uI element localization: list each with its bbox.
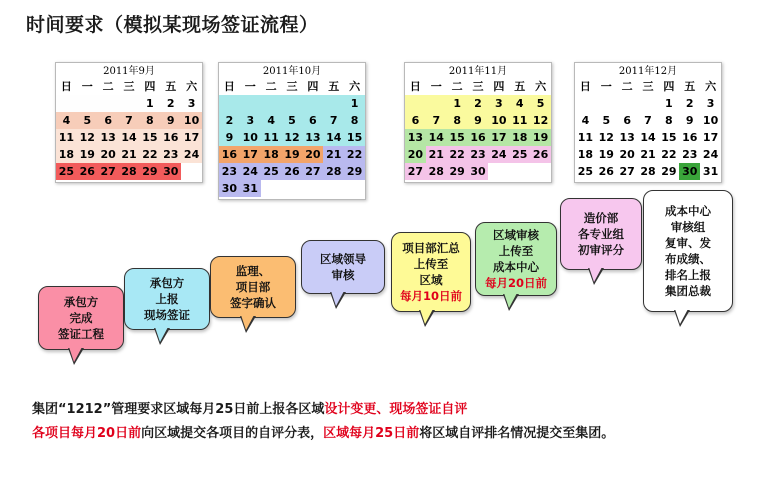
step-text: 上传至 xyxy=(498,244,534,258)
calendar-day: 18 xyxy=(575,146,596,163)
weekday-label: 四 xyxy=(663,80,675,93)
note-text: 将区域自评排名情况提交至集团。 xyxy=(419,426,615,441)
step-text: 区域领导 xyxy=(320,252,366,266)
step-text: 集团总裁 xyxy=(665,284,711,298)
step-text: 上传至 xyxy=(413,257,449,271)
calendar-day: 29 xyxy=(344,163,365,180)
calendar-day: 9 xyxy=(468,112,489,129)
process-step-bubble xyxy=(643,190,733,312)
calendar-day: 6 xyxy=(405,112,426,129)
calendar-day: 23 xyxy=(679,146,700,163)
calendar-day: 10 xyxy=(700,112,721,129)
step-text: 各专业组 xyxy=(578,227,624,241)
calendar-day: 13 xyxy=(302,129,323,146)
calendar-day: 2 xyxy=(160,95,181,112)
calendar-day: 29 xyxy=(447,163,468,180)
step-text: 项目部汇总 xyxy=(402,241,460,255)
calendar-day: 10 xyxy=(488,112,509,129)
calendar-day: 30 xyxy=(468,163,489,180)
weekday-label: 日 xyxy=(223,80,235,93)
step-text: 签字确认 xyxy=(230,296,276,310)
calendar-day: 23 xyxy=(468,146,489,163)
step-text: 上报 xyxy=(155,292,179,306)
weekday-label: 二 xyxy=(621,80,633,93)
weekday-label: 五 xyxy=(328,80,340,93)
calendar-day: 6 xyxy=(302,112,323,129)
calendar-day: 28 xyxy=(638,163,659,180)
bubble-tail xyxy=(674,310,690,327)
calendar-day: 24 xyxy=(240,163,261,180)
calendar-title: 2011年9月 xyxy=(103,66,155,77)
calendar-day: 30 xyxy=(679,163,700,180)
calendar-day: 20 xyxy=(617,146,638,163)
calendar-day: 13 xyxy=(405,129,426,146)
calendar-day: 11 xyxy=(575,129,596,146)
bubble-tail xyxy=(503,294,519,311)
calendar-day: 25 xyxy=(56,163,77,180)
step-text: 排名上报 xyxy=(665,268,711,282)
calendar-day: 8 xyxy=(658,112,679,129)
calendar-day: 8 xyxy=(344,112,365,129)
calendar-day: 9 xyxy=(160,112,181,129)
calendar-day: 3 xyxy=(700,95,721,112)
calendar-day: 12 xyxy=(530,112,551,129)
calendar-day: 16 xyxy=(160,129,181,146)
calendar-day: 2 xyxy=(679,95,700,112)
calendar-day: 19 xyxy=(530,129,551,146)
calendar-day: 15 xyxy=(447,129,468,146)
calendar-day: 14 xyxy=(638,129,659,146)
weekday-label: 日 xyxy=(579,80,591,93)
calendar-day: 19 xyxy=(77,146,98,163)
step-text: 初审评分 xyxy=(578,243,624,257)
step-text: 现场签证 xyxy=(144,308,190,322)
calendar-day: 7 xyxy=(323,112,344,129)
step-text: 区域 xyxy=(419,273,443,287)
weekday-label: 五 xyxy=(165,80,177,93)
weekday-label: 三 xyxy=(472,80,484,93)
weekday-label: 三 xyxy=(642,80,654,93)
calendar-day: 12 xyxy=(282,129,303,146)
calendar-day: 6 xyxy=(617,112,638,129)
step-text: 审核组 xyxy=(670,220,706,234)
calendar-day: 16 xyxy=(219,146,240,163)
calendar-day: 7 xyxy=(426,112,447,129)
calendar-day: 4 xyxy=(56,112,77,129)
calendar-day: 11 xyxy=(261,129,282,146)
weekday-label: 四 xyxy=(307,80,319,93)
calendar-day: 26 xyxy=(282,163,303,180)
step-text: 监理、 xyxy=(235,264,271,278)
calendar-day: 2 xyxy=(468,95,489,112)
note-highlight: 设计变更、现场签证自评 xyxy=(324,402,468,417)
calendar-day: 5 xyxy=(530,95,551,112)
calendar-day: 18 xyxy=(509,129,530,146)
process-step-bubble xyxy=(560,198,642,270)
calendar-day: 26 xyxy=(77,163,98,180)
weekday-label: 日 xyxy=(409,80,421,93)
calendar-day: 15 xyxy=(344,129,365,146)
calendar-day: 22 xyxy=(344,146,365,163)
step-text: 承包方 xyxy=(63,295,99,309)
calendar-day: 22 xyxy=(139,146,160,163)
calendar-day: 26 xyxy=(596,163,617,180)
calendar-day: 26 xyxy=(530,146,551,163)
calendar-day: 11 xyxy=(509,112,530,129)
bubble-tail xyxy=(240,316,256,333)
calendar-day: 7 xyxy=(119,112,140,129)
calendar-day: 13 xyxy=(98,129,119,146)
calendar-day: 21 xyxy=(638,146,659,163)
calendar-day: 10 xyxy=(181,112,202,129)
weekday-label: 三 xyxy=(123,80,135,93)
calendar-day: 20 xyxy=(302,146,323,163)
process-step-bubble xyxy=(124,268,210,330)
calendar-day: 31 xyxy=(700,163,721,180)
calendar-day: 13 xyxy=(617,129,638,146)
bubble-tail xyxy=(330,292,346,309)
calendar-day: 18 xyxy=(56,146,77,163)
calendar-day: 17 xyxy=(240,146,261,163)
bubble-tail xyxy=(419,310,435,327)
calendar-day: 18 xyxy=(261,146,282,163)
calendar-day: 27 xyxy=(98,163,119,180)
calendar-day: 14 xyxy=(323,129,344,146)
calendar-day: 1 xyxy=(447,95,468,112)
step-text: 复审、发 xyxy=(665,236,711,250)
calendar-day: 16 xyxy=(679,129,700,146)
page-title: 时间要求（模拟某现场签证流程） xyxy=(26,14,319,36)
calendar-day: 22 xyxy=(447,146,468,163)
weekday-label: 六 xyxy=(705,80,717,93)
calendar-day: 3 xyxy=(488,95,509,112)
weekday-label: 二 xyxy=(265,80,277,93)
calendar-day: 9 xyxy=(679,112,700,129)
calendar-day: 4 xyxy=(575,112,596,129)
note-highlight: 区域每月25日前 xyxy=(323,426,420,441)
weekday-label: 四 xyxy=(144,80,156,93)
calendar-day: 3 xyxy=(240,112,261,129)
step-text: 成本中心 xyxy=(493,260,539,274)
calendar-day: 24 xyxy=(488,146,509,163)
calendar-day: 25 xyxy=(575,163,596,180)
calendar-day: 24 xyxy=(181,146,202,163)
process-step-bubble xyxy=(210,256,296,318)
calendar-title: 2011年11月 xyxy=(448,66,508,77)
calendar-day: 1 xyxy=(658,95,679,112)
note-text: 集团“1212”管理要求区域每月25日前上报各区域 xyxy=(32,402,325,417)
calendar-day: 20 xyxy=(98,146,119,163)
calendar-day: 6 xyxy=(98,112,119,129)
calendar-day: 28 xyxy=(119,163,140,180)
step-text: 完成 xyxy=(69,311,93,325)
calendar-day: 19 xyxy=(596,146,617,163)
weekday-label: 五 xyxy=(514,80,526,93)
calendar-day: 12 xyxy=(596,129,617,146)
calendar-day: 1 xyxy=(139,95,160,112)
calendar-day: 19 xyxy=(282,146,303,163)
calendar-day: 27 xyxy=(617,163,638,180)
note-text: 向区域提交各项目的自评分表， xyxy=(141,426,324,441)
calendar-day: 5 xyxy=(596,112,617,129)
calendar-day: 17 xyxy=(700,129,721,146)
calendar-day: 17 xyxy=(488,129,509,146)
calendar-day: 21 xyxy=(323,146,344,163)
note-highlight: 各项目每月20日前 xyxy=(32,426,142,441)
calendar-day: 20 xyxy=(405,146,426,163)
step-deadline: 每月10日前 xyxy=(399,289,462,303)
calendar-day: 28 xyxy=(426,163,447,180)
calendar-day: 17 xyxy=(181,129,202,146)
calendar-day: 30 xyxy=(219,180,240,197)
step-deadline: 每月20日前 xyxy=(484,276,547,290)
process-step-bubble xyxy=(391,232,471,312)
weekday-label: 六 xyxy=(535,80,547,93)
step-text: 签证工程 xyxy=(58,327,104,341)
step-text: 成本中心 xyxy=(665,204,711,218)
bubble-tail xyxy=(588,268,604,285)
weekday-label: 六 xyxy=(349,80,361,93)
step-text: 造价部 xyxy=(583,211,619,225)
calendar-day: 8 xyxy=(447,112,468,129)
calendar-day: 25 xyxy=(509,146,530,163)
calendar-day: 28 xyxy=(323,163,344,180)
step-text: 布成绩、 xyxy=(665,252,711,266)
requirement-note xyxy=(32,398,732,446)
calendar-day: 15 xyxy=(658,129,679,146)
calendar-day: 30 xyxy=(160,163,181,180)
calendar-day: 5 xyxy=(282,112,303,129)
calendar-day: 4 xyxy=(261,112,282,129)
calendar-day: 22 xyxy=(658,146,679,163)
calendar-day: 12 xyxy=(77,129,98,146)
weekday-label: 三 xyxy=(286,80,298,93)
calendar-day: 27 xyxy=(405,163,426,180)
bubble-tail xyxy=(68,348,84,365)
calendar-day: 9 xyxy=(219,129,240,146)
calendar-title: 2011年10月 xyxy=(262,66,322,77)
calendar-day: 21 xyxy=(426,146,447,163)
calendar-title: 2011年12月 xyxy=(618,66,678,77)
calendar-day: 23 xyxy=(219,163,240,180)
calendar-day: 14 xyxy=(119,129,140,146)
weekday-label: 一 xyxy=(600,80,612,93)
process-step-bubble xyxy=(475,222,557,296)
weekday-label: 一 xyxy=(244,80,256,93)
calendar-day: 1 xyxy=(344,95,365,112)
calendar-day: 4 xyxy=(509,95,530,112)
weekday-label: 日 xyxy=(60,80,72,93)
weekday-label: 四 xyxy=(493,80,505,93)
step-text: 承包方 xyxy=(149,276,185,290)
calendar-day: 27 xyxy=(302,163,323,180)
step-text: 区域审核 xyxy=(493,228,539,242)
calendar-day: 16 xyxy=(468,129,489,146)
weekday-label: 一 xyxy=(81,80,93,93)
step-text: 审核 xyxy=(331,268,355,282)
weekday-label: 六 xyxy=(186,80,198,93)
calendar-day: 7 xyxy=(638,112,659,129)
bubble-tail xyxy=(154,328,170,345)
calendar-day: 15 xyxy=(139,129,160,146)
calendar-day: 25 xyxy=(261,163,282,180)
calendar-day: 10 xyxy=(240,129,261,146)
calendar-day: 23 xyxy=(160,146,181,163)
calendar-day: 24 xyxy=(700,146,721,163)
calendar-day: 29 xyxy=(139,163,160,180)
process-step-bubble xyxy=(301,240,385,294)
calendar-day: 14 xyxy=(426,129,447,146)
calendar-day: 29 xyxy=(658,163,679,180)
process-step-bubble xyxy=(38,286,124,350)
weekday-label: 一 xyxy=(430,80,442,93)
weekday-label: 五 xyxy=(684,80,696,93)
calendar-day: 21 xyxy=(119,146,140,163)
weekday-label: 二 xyxy=(102,80,114,93)
calendar-day: 11 xyxy=(56,129,77,146)
weekday-label: 二 xyxy=(451,80,463,93)
calendar-day: 8 xyxy=(139,112,160,129)
calendar-day: 3 xyxy=(181,95,202,112)
calendar-day: 5 xyxy=(77,112,98,129)
calendar-day: 2 xyxy=(219,112,240,129)
step-text: 项目部 xyxy=(235,280,271,294)
calendar-day: 31 xyxy=(240,180,261,197)
